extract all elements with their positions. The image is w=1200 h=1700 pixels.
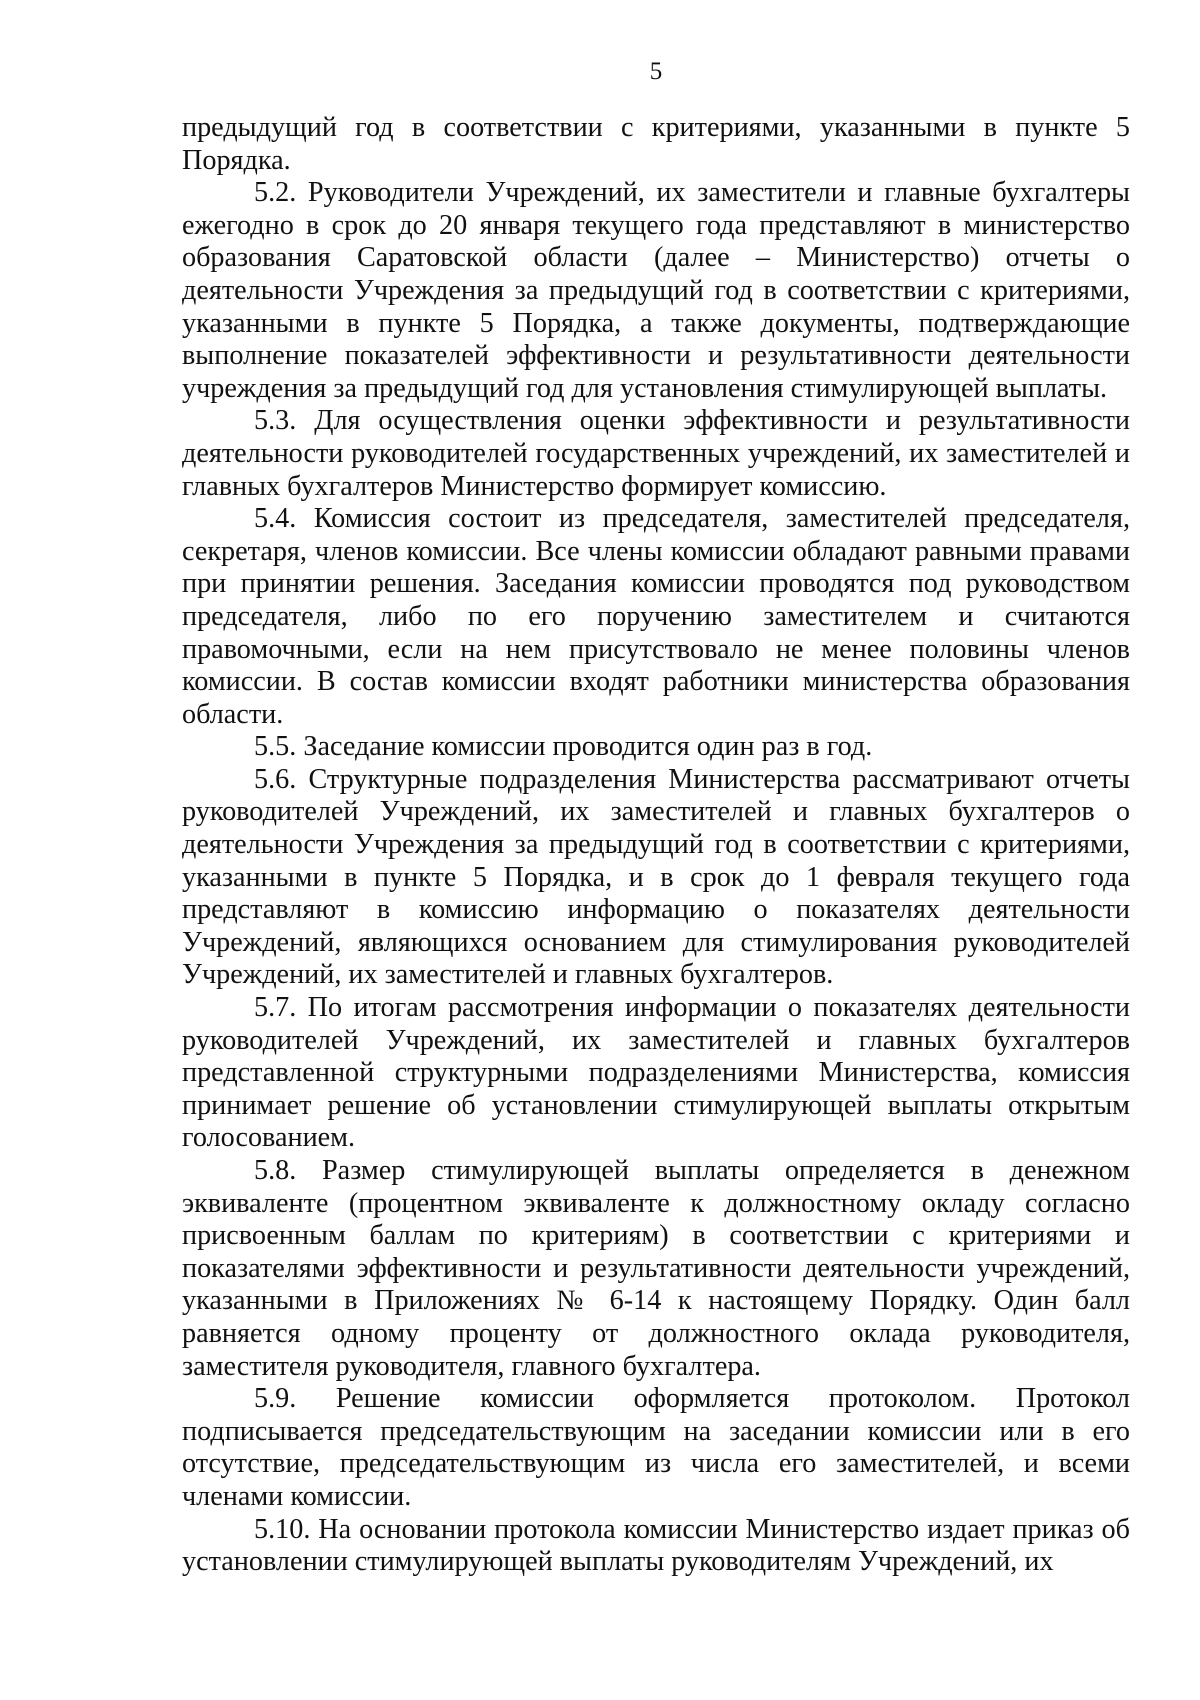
paragraph-5-9: 5.9. Решение комиссии оформляется протоколом. Протокол подписывается председательствующим на заседании комиссии или в его отсутствие, председательствующим из числа его заместителей, и всеми членами комиссии. (182, 1383, 1130, 1512)
document-body (182, 112, 1130, 1579)
paragraph-5-5: 5.5. Заседание комиссии проводится один раз в год. (254, 731, 873, 763)
paragraph-5-4: 5.4. Комиссия состоит из председателя, заместителей председателя, секретаря, членов комиссии. Все члены комиссии обладают равными правами при принятии решения. Заседания комиссии проводятся под руководством председателя, либо по его поручению заместителем и считаются правомочными, если на нем присутствовало не менее половины членов комиссии. В состав комиссии входят работники министерства образования области. (182, 503, 1130, 730)
paragraph-5-2: 5.2. Руководители Учреждений, их заместители и главные бухгалтеры ежегодно в срок до 20 января текущего года представляют в министерство образования Саратовской области (далее – Министерство) отчеты о деятельности Учреждения за предыдущий год в соответствии с критериями, указанными в пункте 5 Порядка, а также документы, подтверждающие выполнение показателей эффективности и результативности деятельности учреждения за предыдущий год для установления стимулирующей выплаты. (182, 177, 1130, 404)
paragraph-5-3: 5.3. Для осуществления оценки эффективности и результативности деятельности руководителей государственных учреждений, их заместителей и главных бухгалтеров Министерство формирует комиссию. (182, 405, 1130, 502)
paragraph-continuation: предыдущий год в соответствии с критериями, указанными в пункте 5 Порядка. (182, 112, 1130, 176)
paragraph-5-10: 5.10. На основании протокола комиссии Министерство издает приказ об установлении стимулирующей выплаты руководителям Учреждений, их (182, 1513, 1130, 1578)
paragraph-5-6: 5.6. Структурные подразделения Министерства рассматривают отчеты руководителей Учреждений, их заместителей и главных бухгалтеров о деятельности Учреждения за предыдущий год в соответствии с критериями, указанными в пункте 5 Порядка, и в срок до 1 февраля текущего года представляют в комиссию информацию о показателях деятельности Учреждений, являющихся основанием для стимулирования руководителей Учреждений, их заместителей и главных бухгалтеров. (182, 763, 1130, 991)
paragraph-5-7: 5.7. По итогам рассмотрения информации о показателях деятельности руководителей Учреждений, их заместителей и главных бухгалтеров представленной структурными подразделениями Министерства, комиссия принимает решение об установлении стимулирующей выплаты открытым голосованием. (182, 992, 1130, 1154)
page-number: 5 (649, 58, 663, 85)
paragraph-5-8: 5.8. Размер стимулирующей выплаты определяется в денежном эквиваленте (процентном эквиваленте к должностному окладу согласно присвоенным баллам по критериям) в соответствии с критериями и показателями эффективности и результативности деятельности учреждений, указанными в Приложениях № 6-14 к настоящему Порядку. Один балл равняется одному проценту от должностного оклада руководителя, заместителя руководителя, главного бухгалтера. (182, 1155, 1130, 1382)
